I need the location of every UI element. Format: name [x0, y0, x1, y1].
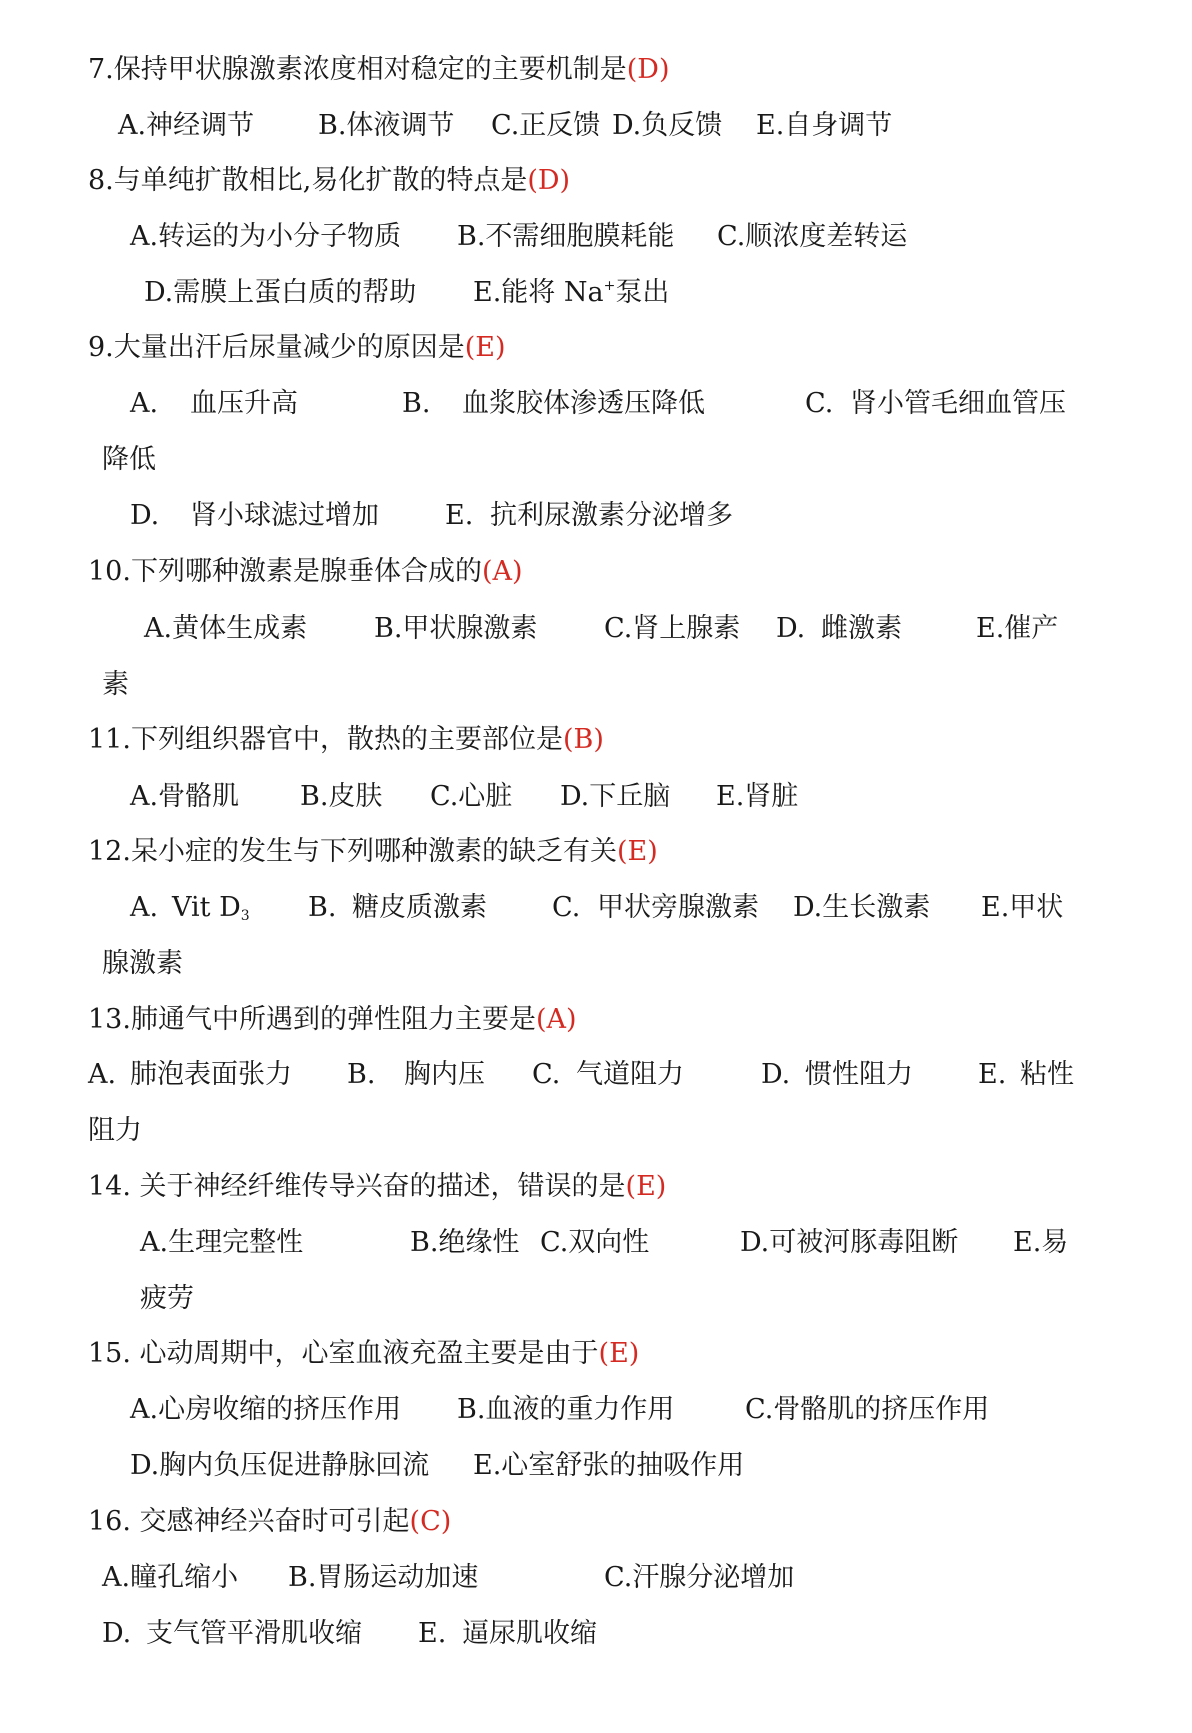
option-e: E.催产: [976, 613, 1059, 644]
answer-key: (D): [626, 54, 670, 85]
option-b: B.皮肤: [300, 781, 383, 812]
option-c: C.汗腺分泌增加: [604, 1562, 795, 1593]
question-stem: 11.下列组织器官中，散热的主要部位是(B): [88, 724, 604, 755]
answer-key: (E): [625, 1171, 667, 1202]
option-e-key: E.: [418, 1618, 447, 1649]
option-e-text: 逼尿肌收缩: [462, 1618, 597, 1649]
option-a-text: 血压升高: [190, 388, 298, 419]
option-b-key: B.: [308, 892, 337, 923]
option-c-key: C.: [552, 892, 581, 923]
option-b-text: 糖皮质激素: [352, 892, 487, 923]
question-stem: 10.下列哪种激素是腺垂体合成的(A): [88, 556, 523, 587]
option-b-key: B.: [347, 1059, 376, 1090]
option-d-key: D.: [761, 1059, 791, 1090]
option-c-key: C.: [805, 388, 834, 419]
option-a-key: A.: [88, 1059, 117, 1090]
option-d-key: D.: [130, 500, 160, 531]
option-a: A.转运的为小分子物质: [130, 221, 402, 252]
option-b: B.甲状腺激素: [374, 613, 538, 644]
question-stem: 7.保持甲状腺激素浓度相对稳定的主要机制是(D): [88, 54, 670, 85]
option-d: D.下丘脑: [560, 781, 671, 812]
option-a: A.瞳孔缩小: [102, 1562, 239, 1593]
option-b-key: B.: [402, 388, 431, 419]
option-c: C.双向性: [540, 1227, 650, 1258]
option-b-text: 胸内压: [404, 1059, 485, 1090]
answer-key: (D): [527, 165, 571, 196]
option-d: D.负反馈: [612, 110, 723, 141]
question-stem: 16. 交感神经兴奋时可引起(C): [88, 1506, 452, 1537]
option-c-text: 肾小管毛细血管压: [850, 388, 1066, 419]
option-b: B.不需细胞膜耗能: [457, 221, 675, 252]
answer-key: (A): [535, 1004, 577, 1035]
option-c: C.肾上腺素: [604, 613, 741, 644]
option-e-key: E.: [978, 1059, 1007, 1090]
question-stem: 8.与单纯扩散相比,易化扩散的特点是(D): [88, 165, 571, 196]
question-stem: 15. 心动周期中，心室血液充盈主要是由于(E): [88, 1338, 640, 1369]
option-b: B.绝缘性: [410, 1227, 520, 1258]
option-a-key: A.: [130, 388, 159, 419]
option-e-text: 抗利尿激素分泌增多: [490, 500, 733, 531]
option-b: B.血液的重力作用: [457, 1394, 675, 1425]
question-stem: 9.大量出汗后尿量减少的原因是(E): [88, 332, 506, 363]
answer-key: (E): [598, 1338, 640, 1369]
option-a: A.心房收缩的挤压作用: [130, 1394, 402, 1425]
answer-key: (B): [562, 724, 604, 755]
option-e: E.心室舒张的抽吸作用: [473, 1450, 745, 1481]
question-stem: 13.肺通气中所遇到的弹性阻力主要是(A): [88, 1004, 577, 1035]
option-e-continued: 阻力: [88, 1115, 142, 1146]
option-a: A.神经调节: [118, 110, 255, 141]
option-e-key: E.: [445, 500, 474, 531]
option-e: E.肾脏: [716, 781, 799, 812]
option-d: D.生长激素: [793, 892, 931, 923]
option-e-continued: 素: [102, 669, 129, 700]
option-e: E.易: [1013, 1227, 1069, 1258]
option-d: D.胸内负压促进静脉回流: [130, 1450, 430, 1481]
option-c: C.正反馈: [491, 110, 601, 141]
answer-key: (E): [616, 836, 658, 867]
option-e: E.能将 Na+泵出: [473, 277, 670, 308]
option-b: B.胃肠运动加速: [288, 1562, 479, 1593]
option-d-text: 肾小球滤过增加: [190, 500, 379, 531]
option-e-continued: 腺激素: [102, 948, 183, 979]
option-a-text: 肺泡表面张力: [130, 1059, 292, 1090]
option-c: C.心脏: [430, 781, 513, 812]
option-a: A.骨骼肌: [130, 781, 240, 812]
answer-key: (C): [409, 1506, 452, 1537]
option-d-text: 惯性阻力: [805, 1059, 913, 1090]
option-d: D.可被河豚毒阻断: [740, 1227, 959, 1258]
question-stem: 12.呆小症的发生与下列哪种激素的缺乏有关(E): [88, 836, 658, 867]
option-c-text: 甲状旁腺激素: [597, 892, 759, 923]
answer-key: (E): [464, 332, 506, 363]
option-c: C.骨骼肌的挤压作用: [745, 1394, 990, 1425]
option-b-text: 血浆胶体渗透压降低: [462, 388, 705, 419]
option-d-key: D.: [776, 613, 806, 644]
option-d-text: 支气管平滑肌收缩: [146, 1618, 362, 1649]
option-a-text: Vit $D_3$: [172, 892, 250, 924]
option-a-key: A.: [130, 892, 159, 923]
option-a: A.生理完整性: [140, 1227, 304, 1258]
option-d: D.需膜上蛋白质的帮助: [144, 277, 417, 308]
option-c-key: C.: [532, 1059, 561, 1090]
option-e: E.甲状: [981, 892, 1064, 923]
answer-key: (A): [481, 556, 523, 587]
option-e: E.自身调节: [756, 110, 893, 141]
option-c-continued: 降低: [102, 444, 156, 475]
option-c: C.顺浓度差转运: [717, 221, 908, 252]
option-a: A.黄体生成素: [144, 613, 308, 644]
option-b: B.体液调节: [318, 110, 455, 141]
option-c-text: 气道阻力: [576, 1059, 684, 1090]
option-e-continued: 疲劳: [140, 1283, 194, 1314]
option-d-key: D.: [102, 1618, 132, 1649]
option-d-text: 雌激素: [821, 613, 902, 644]
question-stem: 14. 关于神经纤维传导兴奋的描述，错误的是(E): [88, 1171, 667, 1202]
option-e-text: 粘性: [1020, 1059, 1074, 1090]
